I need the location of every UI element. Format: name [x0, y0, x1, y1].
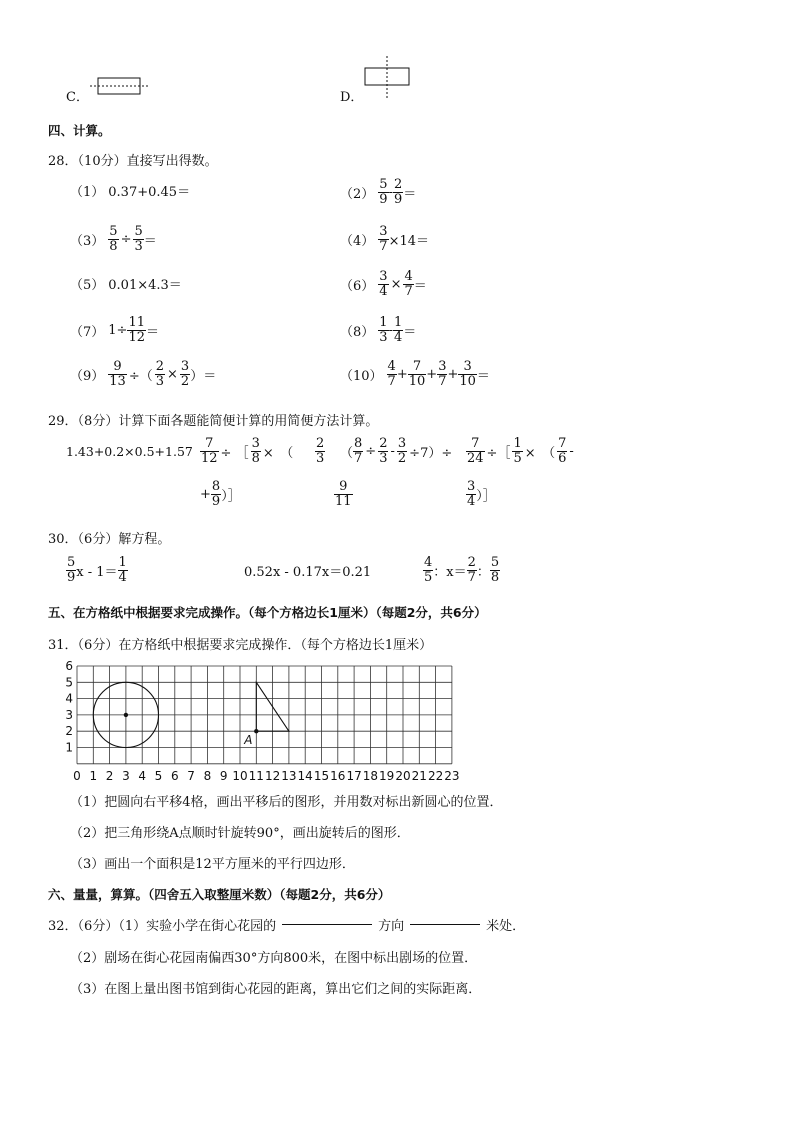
q28-item-7: （7） 1÷ $\frac{11}{12}$ ＝: [70, 315, 160, 345]
section-6-title: 六、量量，算算。（四舍五入取整厘米数）（每题2分，共6分）: [48, 887, 391, 902]
q29-expr-4-line1: $\frac{7}{24}$ ÷［ $\frac{1}{5}$ × （ $\frac{7}{6}$ -: [467, 436, 574, 466]
x-tick-label: 0: [73, 768, 81, 780]
q28-item-4: （4） $\frac{3}{7}$ ×14＝: [340, 224, 429, 254]
q30-equation-2: 0.52x - 0.17x＝0.21: [244, 565, 372, 580]
q29-heading: 29．（8分）计算下面各题能简便计算的用简便方法计算。: [48, 414, 379, 429]
q28-item-3: （3） $\frac{5}{8}$ ÷ $\frac{5}{3}$ ＝: [70, 224, 157, 254]
y-tick-label: 1: [65, 740, 73, 755]
section-4-title: 四、计算。: [48, 123, 111, 138]
q28-item-2: （2） $\frac{5}{9}$ - $\frac{2}{9}$ ＝: [340, 177, 417, 207]
q29-expr-2-frac-c: $\frac{2}{3}$: [316, 436, 325, 466]
q29-expr-2-line2: + $\frac{8}{9}$ ）］: [200, 479, 241, 509]
q29-expr-2-line1: $\frac{7}{12}$ ÷ ［ $\frac{3}{8}$ × （: [201, 436, 294, 466]
y-tick-label: 4: [65, 691, 73, 706]
x-tick-label: 4: [138, 768, 147, 780]
x-tick-label: 8: [203, 768, 212, 780]
q31-instruction-2: （2）把三角形绕A点顺时针旋转90°，画出旋转后的图形．: [70, 826, 410, 841]
q28-item-1: （1） 0.37+0.45＝: [70, 185, 191, 200]
x-tick-label: 20: [395, 768, 411, 780]
option-d-label: D．: [340, 90, 364, 105]
q30-heading: 30．（6分）解方程。: [48, 532, 171, 547]
q29-expr-1: 1.43+0.2×0.5+1.57: [66, 444, 193, 459]
q30-equation-1: $\frac{5}{9}$ x - 1＝ $\frac{1}{4}$: [67, 555, 127, 585]
x-tick-label: 6: [170, 768, 179, 780]
y-tick-label: 5: [65, 675, 73, 690]
answer-blank-distance[interactable]: [410, 924, 480, 925]
q32-question-2: （2）剧场在街心花园南偏西30°方向800米，在图中标出剧场的位置．: [70, 951, 478, 966]
answer-blank-direction[interactable]: [282, 924, 372, 925]
option-c-label: C．: [66, 90, 89, 105]
q28-item-10: （10） $\frac{4}{7}$ + $\frac{7}{10}$ + $\frac{3}{7}$ + $\frac{3}{10}$ ＝: [340, 359, 490, 389]
x-tick-label: 12: [264, 768, 281, 780]
x-tick-label: 19: [379, 768, 395, 780]
q28-item-9: （9） $\frac{9}{13}$ ÷（ $\frac{2}{3}$ × $\frac{3}{2}$ ）＝: [70, 359, 217, 389]
q28-item-5: （5） 0.01×4.3＝: [70, 278, 182, 293]
q29-expr-3-line2: $\frac{9}{11}$: [335, 479, 352, 509]
q28-item-8: （8） $\frac{1}{3}$ - $\frac{1}{4}$ ＝: [340, 315, 417, 345]
x-tick-label: 14: [297, 768, 313, 780]
q31-heading: 31．（6分）在方格纸中根据要求完成操作．（每个方格边长1厘米）: [48, 638, 433, 653]
point-a-dot: [254, 729, 258, 733]
section-5-title: 五、在方格纸中根据要求完成操作。（每个方格边长1厘米）（每题2分，共6分）: [48, 605, 487, 620]
q31-instruction-1: （1）把圆向右平移4格，画出平移后的图形，并用数对标出新圆心的位置．: [70, 795, 503, 810]
circle-center-dot: [124, 713, 128, 717]
x-tick-label: 16: [330, 768, 346, 780]
coordinate-grid: [60, 660, 470, 780]
x-tick-label: 13: [281, 768, 297, 780]
x-tick-label: 11: [248, 768, 264, 780]
x-tick-label: 17: [346, 768, 362, 780]
x-tick-label: 5: [154, 768, 163, 780]
x-tick-label: 3: [122, 768, 130, 780]
x-tick-label: 21: [411, 768, 427, 780]
q29-expr-3-line1: （ $\frac{8}{7}$ ÷ $\frac{2}{3}$ - $\frac{3}{2}$ ÷7）÷: [340, 436, 453, 466]
y-tick-label: 3: [65, 707, 73, 722]
y-tick-label: 6: [65, 660, 73, 673]
x-tick-label: 9: [219, 768, 228, 780]
x-tick-label: 23: [444, 768, 460, 780]
x-tick-label: 2: [105, 768, 114, 780]
x-tick-label: 15: [313, 768, 330, 780]
option-c-figure: [88, 74, 150, 100]
x-tick-label: 10: [232, 768, 248, 780]
q29-expr-4-line2: $\frac{3}{4}$ ）］: [467, 479, 496, 509]
x-tick-label: 7: [187, 768, 195, 780]
y-tick-label: 2: [65, 724, 73, 739]
q28-heading: 28．（10分）直接写出得数。: [48, 154, 218, 169]
q31-instruction-3: （3）画出一个面积是12平方厘米的平行四边形．: [70, 857, 355, 872]
q32-question-3: （3）在图上量出图书馆到街心花园的距离，算出它们之间的实际距离．: [70, 982, 482, 997]
q28-item-6: （6） $\frac{3}{4}$ × $\frac{4}{7}$ ＝: [340, 269, 427, 299]
option-d-figure: [362, 54, 412, 100]
q30-equation-3: $\frac{4}{5}$ ：x＝ $\frac{2}{7}$ ： $\frac{5}{8}$: [424, 555, 500, 585]
x-tick-label: 18: [362, 768, 379, 780]
q32-question-1: 32．（6分）（1）实验小学在街心花园的 方向 米处．: [48, 919, 526, 934]
point-a-label: A: [244, 733, 253, 748]
x-tick-label: 1: [89, 768, 98, 780]
x-tick-label: 22: [427, 768, 444, 780]
